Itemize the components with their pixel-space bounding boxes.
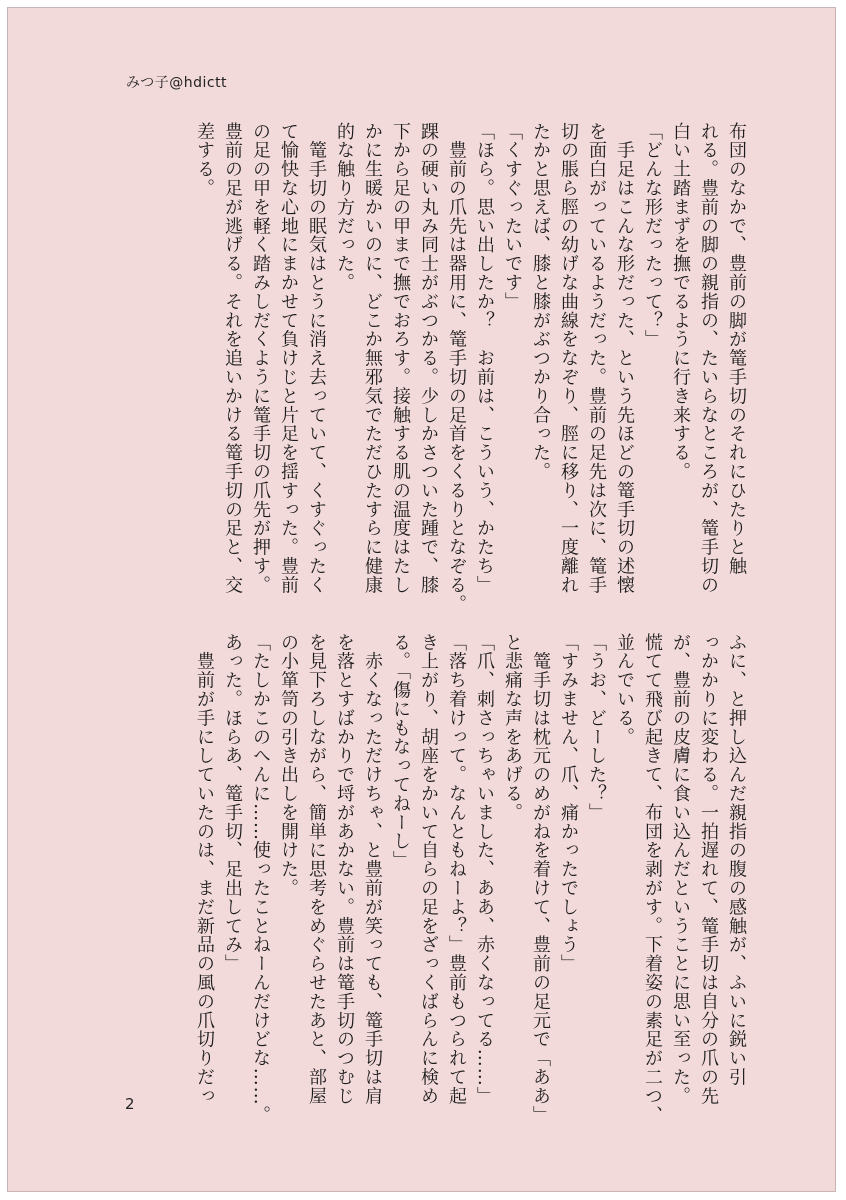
text-column: 赤くなっただけちゃ、と豊前が笑っても、篭手切は肩 (362, 633, 383, 1106)
text-column: 「すみません、爪、痛かったでしょう」 (558, 633, 579, 974)
manuscript-page (7, 7, 836, 1192)
text-column: 豊前が手にしていたのは、まだ新品の風の爪切りだっ (194, 633, 215, 1106)
text-column: たかと思えば、膝と膝がぶつかり合った。 (530, 122, 551, 482)
text-column: かに生暖かいのに、どこか無邪気でただひたすらに健康 (362, 122, 383, 595)
text-column: 差する。 (194, 122, 215, 198)
text-column: 白い土踏まずを撫でるように行き来する。 (670, 122, 691, 482)
text-column: 切の脹ら脛の幼げな曲線をなぞり、脛に移り、一度離れ (558, 122, 579, 595)
text-column: の足の甲を軽く踏みしだくように篭手切の爪先が押す。 (250, 122, 271, 595)
text-column: 的な触り方だった。 (334, 122, 355, 293)
text-column: 篭手切の眠気はとうに消え去っていて、くすぐったく (306, 122, 327, 595)
text-column: れる。豊前の脚の親指の、たいらなところが、篭手切の (698, 122, 719, 595)
text-column: 並んでいる。 (614, 633, 635, 747)
text-block-bottom (190, 633, 750, 1128)
text-column: を落とすばかりで埒があかない。豊前は篭手切のつむじ (334, 633, 355, 1106)
text-column: が、豊前の皮膚に食い込んだということに思い至った。 (670, 633, 691, 1106)
text-column: き上がり、胡座をかいて自らの足をざっくばらんに検め (418, 633, 439, 1106)
text-column: 下から足の甲まで撫でおろす。接触する肌の温度はたし (390, 122, 411, 595)
text-column: ふに、と押し込んだ親指の腹の感触が、ふいに鋭い引 (726, 633, 747, 1087)
text-column: 「たしかこのへんに……使ったことねーんだけどな……。 (250, 633, 271, 1125)
text-column: 篭手切は枕元のめがねを着けて、豊前の足元で「ああ」 (530, 633, 551, 1125)
text-column: と悲痛な声をあげる。 (502, 633, 523, 822)
text-column: 踝の硬い丸み同士がぶつかる。少しかさついた踵で、膝 (418, 122, 439, 595)
text-column: を面白がっているようだった。豊前の足先は次に、篭手 (586, 122, 607, 595)
text-column: 「どんな形だったって？」 (642, 122, 663, 349)
text-column: っかかりに変わる。一拍遅れて、篭手切は自分の爪の先 (698, 633, 719, 1106)
text-column: 豊前の足が逃げる。それを追いかける篭手切の足と、交 (222, 122, 243, 595)
text-column: の小箪笥の引き出しを開けた。 (278, 633, 299, 898)
text-column: 「ほら。思い出したか？ お前は、こういう、かたち」 (474, 122, 495, 595)
text-column: 「くすぐったいです」 (502, 122, 523, 311)
text-column: 「爪、刺さっちゃいました、ああ、赤くなってる……」 (474, 633, 495, 1106)
text-column: 豊前の爪先は器用に、篭手切の足首をくるりとなぞる。 (446, 122, 467, 614)
author-credit: みつ子@hdictt (126, 75, 228, 91)
page-number: 2 (125, 1095, 135, 1113)
text-column: 「落ち着けって。なんともねーよ？」豊前もつられて起 (446, 633, 467, 1106)
text-column: あった。ほらあ、篭手切、足出してみ」 (222, 633, 243, 974)
text-column: を見下ろしながら、簡単に思考をめぐらせたあと、部屋 (306, 633, 327, 1106)
text-block-top (190, 122, 750, 614)
text-column: る。「傷にもなってねーし」 (390, 633, 411, 870)
text-column: 「うお、どーした？」 (586, 633, 607, 822)
text-column: 慌てて飛び起きて、布団を剥がす。下着姿の素足が二つ、 (642, 633, 663, 1125)
text-column: て愉快な心地にまかせて負けじと片足を揺すった。豊前 (278, 122, 299, 595)
text-column: 手足はこんな形だった、という先ほどの篭手切の述懐 (614, 122, 635, 595)
text-column: 布団のなかで、豊前の脚が篭手切のそれにひたりと触 (726, 122, 747, 576)
